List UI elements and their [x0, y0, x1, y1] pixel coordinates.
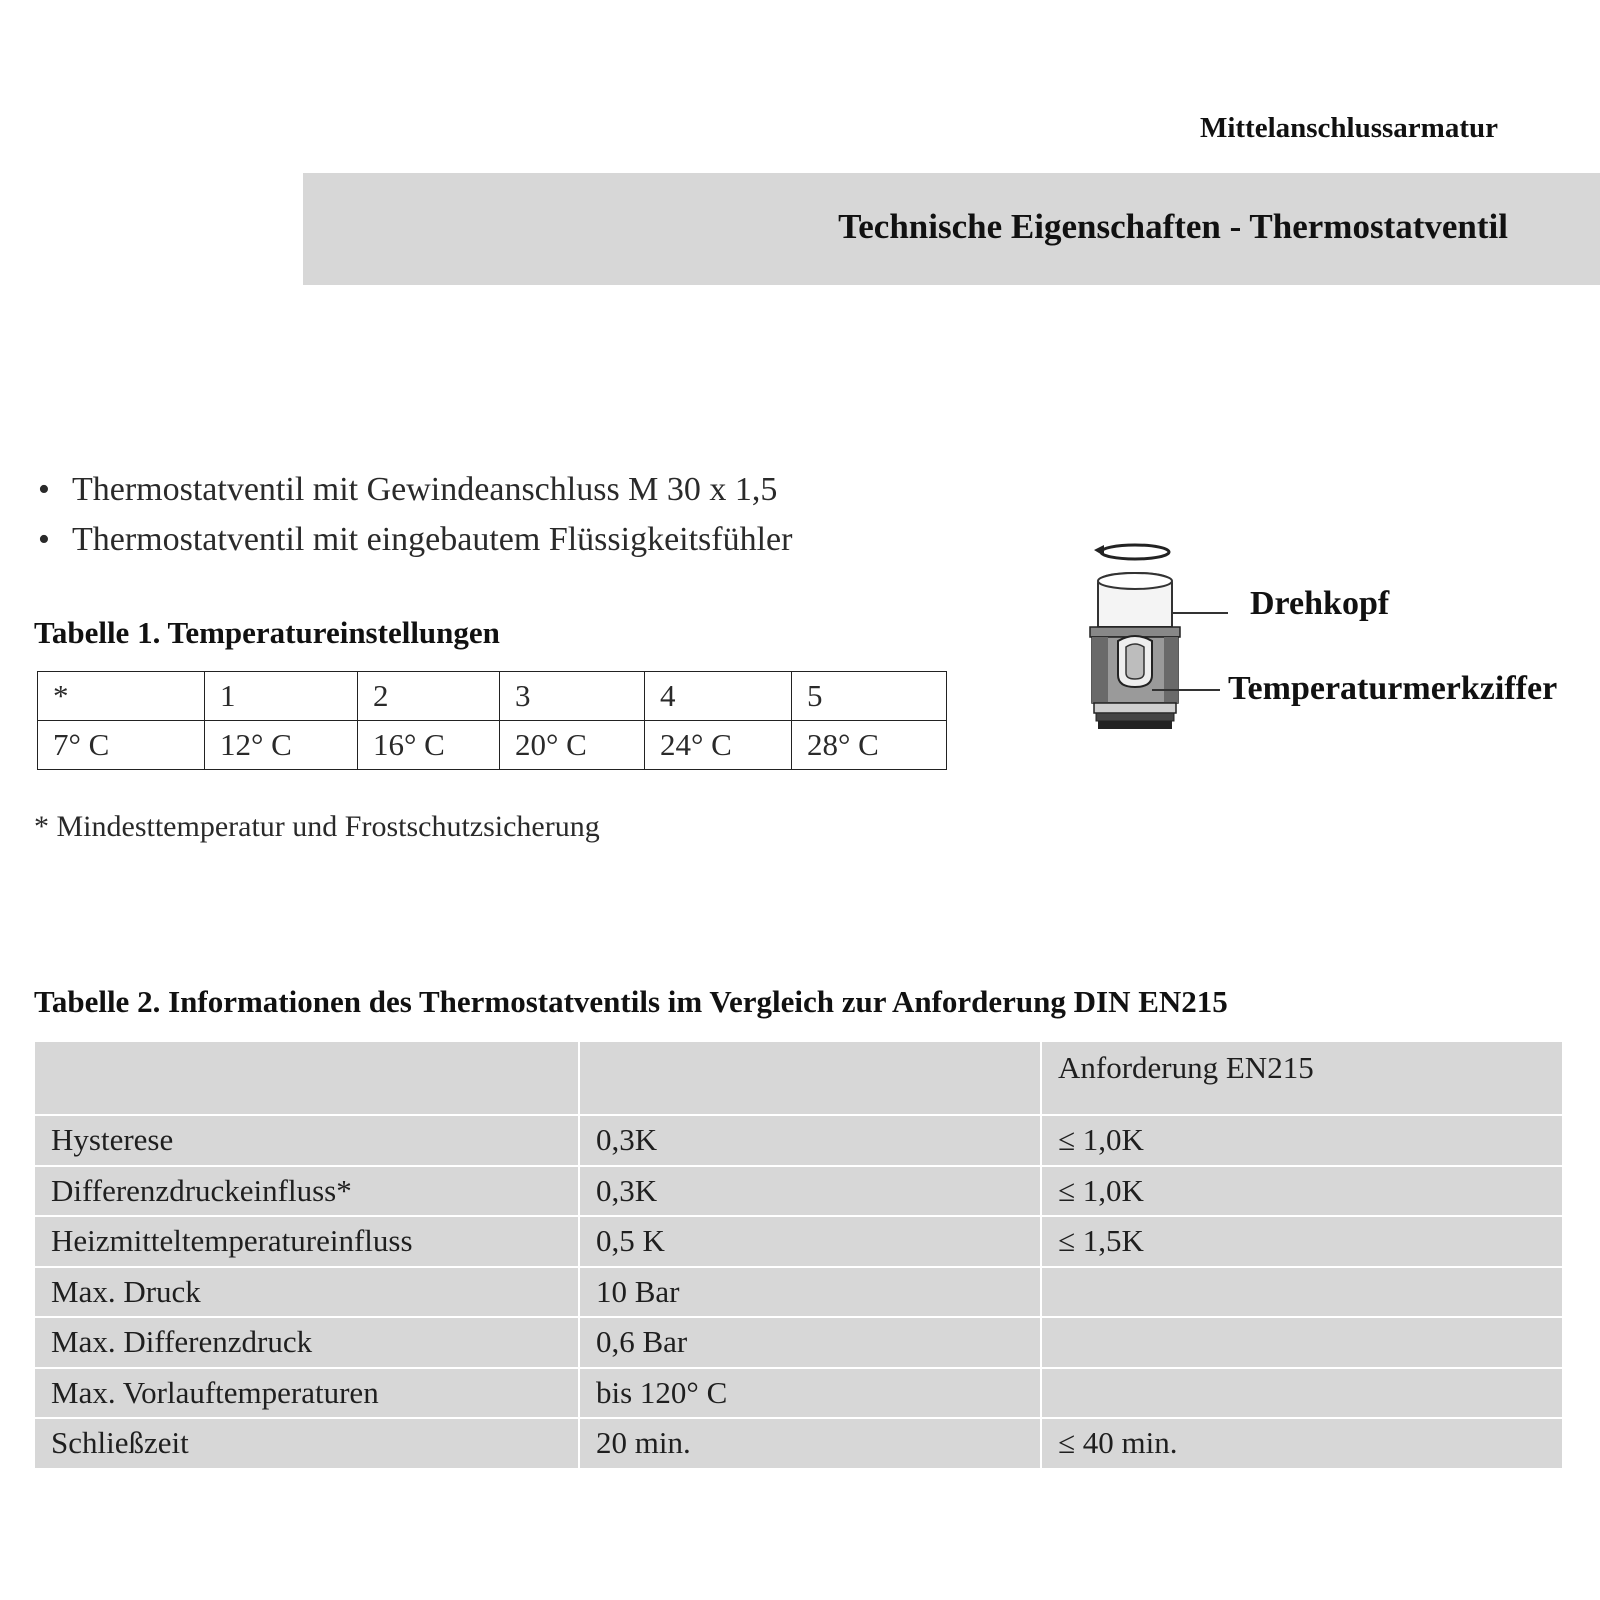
temperature-settings-table	[37, 671, 947, 770]
header-band	[303, 173, 1600, 285]
feature-list	[38, 465, 792, 565]
requirement-cell: ≤ 1,0K	[1041, 1166, 1563, 1217]
page-title: Technische Eigenschaften - Thermostatventil	[838, 207, 1508, 246]
requirement-cell: ≤ 1,5K	[1041, 1216, 1563, 1267]
property-cell: Max. Differenzdruck	[34, 1317, 579, 1368]
table-row	[34, 1216, 1563, 1267]
en215-comparison-table	[33, 1040, 1564, 1470]
document-label: Mittelanschlussarmatur	[1199, 112, 1498, 144]
table-cell: 16° C	[358, 721, 500, 770]
value-cell: 0,3K	[579, 1115, 1041, 1166]
table1-title: Tabelle 1. Temperatureinstellungen	[34, 615, 500, 650]
property-cell: Heizmitteltemperatureinfluss	[34, 1216, 579, 1267]
table-cell: 4	[645, 672, 792, 721]
value-cell: bis 120° C	[579, 1368, 1041, 1419]
thermostat-head-illustration	[1080, 535, 1600, 765]
table-row	[34, 1418, 1563, 1469]
table-cell: 28° C	[792, 721, 947, 770]
value-cell: 0,5 K	[579, 1216, 1041, 1267]
table-cell: 24° C	[645, 721, 792, 770]
requirement-cell	[1041, 1368, 1563, 1419]
knob-label: Drehkopf	[1250, 585, 1390, 622]
requirement-cell: ≤ 40 min.	[1041, 1418, 1563, 1469]
bullet-icon: •	[38, 471, 50, 508]
table-header-cell: Anforderung EN215	[1041, 1041, 1563, 1115]
table-cell: 5	[792, 672, 947, 721]
thermostat-diagram	[1080, 535, 1600, 765]
table-row	[34, 1368, 1563, 1419]
table-row	[38, 672, 947, 721]
table-row	[34, 1267, 1563, 1318]
value-cell: 20 min.	[579, 1418, 1041, 1469]
table-row	[34, 1115, 1563, 1166]
property-cell: Max. Vorlauftemperaturen	[34, 1368, 579, 1419]
table-header-row	[34, 1041, 1563, 1115]
property-cell: Max. Druck	[34, 1267, 579, 1318]
property-cell: Hysterese	[34, 1115, 579, 1166]
value-cell: 0,3K	[579, 1166, 1041, 1217]
table-cell: 20° C	[500, 721, 645, 770]
feature-item	[38, 515, 792, 565]
table-cell: 12° C	[205, 721, 358, 770]
value-cell: 10 Bar	[579, 1267, 1041, 1318]
feature-text: Thermostatventil mit eingebautem Flüssigkeitsfühler	[72, 521, 793, 558]
table-cell: *	[38, 672, 205, 721]
table-cell: 7° C	[38, 721, 205, 770]
table2-title: Tabelle 2. Informationen des Thermostatventils im Vergleich zur Anforderung DIN EN215	[34, 984, 1228, 1019]
bullet-icon: •	[38, 521, 50, 558]
requirement-cell: ≤ 1,0K	[1041, 1115, 1563, 1166]
table-header-cell	[579, 1041, 1041, 1115]
table-row	[38, 721, 947, 770]
feature-item	[38, 465, 792, 515]
table-row	[34, 1166, 1563, 1217]
value-cell: 0,6 Bar	[579, 1317, 1041, 1368]
requirement-cell	[1041, 1267, 1563, 1318]
property-cell: Differenzdruckeinfluss*	[34, 1166, 579, 1217]
table-cell: 1	[205, 672, 358, 721]
table-header-cell	[34, 1041, 579, 1115]
requirement-cell	[1041, 1317, 1563, 1368]
table-row	[34, 1317, 1563, 1368]
table1-footnote: * Mindesttemperatur und Frostschutzsicherung	[34, 810, 600, 843]
property-cell: Schließzeit	[34, 1418, 579, 1469]
marker-label: Temperaturmerkziffer	[1228, 670, 1558, 707]
table-cell: 2	[358, 672, 500, 721]
table-cell: 3	[500, 672, 645, 721]
feature-text: Thermostatventil mit Gewindeanschluss M 30 x 1,5	[72, 471, 778, 508]
